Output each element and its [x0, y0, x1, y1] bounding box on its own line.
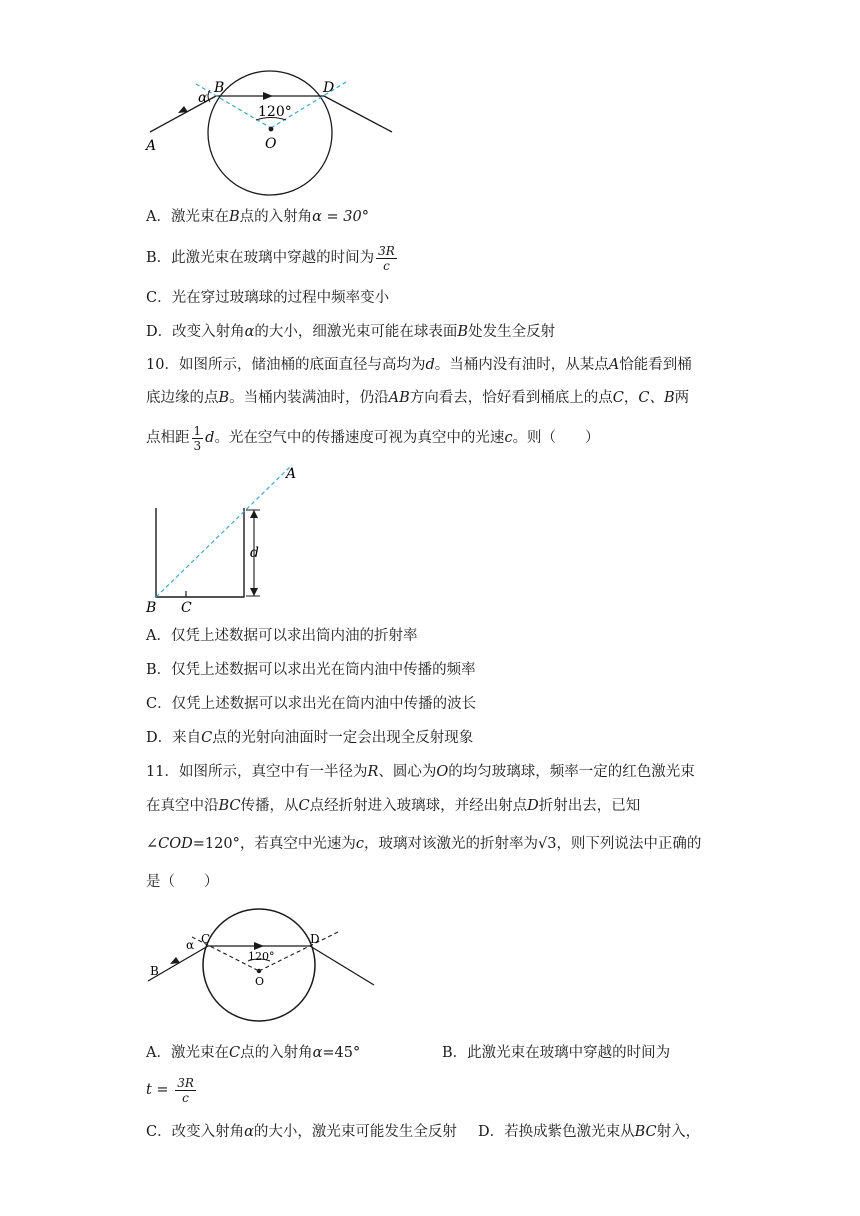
q11-l1-c: 的均匀玻璃球，频率一定的红色激光束 [448, 764, 695, 780]
q11-option-a [146, 1043, 360, 1063]
incident-arrow [170, 957, 180, 964]
label-O: O [255, 975, 265, 988]
label-D: D [323, 80, 335, 96]
q11-l2-c: 点经折射进入玻璃球，并经出射点 [309, 798, 528, 814]
q11-l3-d: ，玻璃对该激光的折射率为 [363, 836, 538, 852]
q10-option-d [146, 728, 473, 748]
q10-l2-c: 方向看去，恰好看到桶底上的点 [409, 390, 613, 406]
q11-l2-d: 折射出去，已知 [538, 798, 641, 814]
q10-l2-B: B [218, 390, 230, 406]
q10-l3-a: 点相距 [146, 430, 190, 446]
q9-option-b [146, 240, 399, 276]
tank-outline [156, 508, 244, 597]
q10-l2-CB: C、B [638, 390, 675, 406]
label-B: B [146, 600, 157, 615]
q11-l1-a: 11．如图所示，真空中有一半径为 [146, 764, 368, 780]
q11-frac-num: 3R [177, 1075, 194, 1090]
q11-line-1 [146, 762, 695, 782]
q11-line-3 [146, 834, 701, 854]
q11-option-d-BC: BC [634, 1124, 657, 1140]
q11-l3-c: c [355, 836, 364, 852]
q11-line-4: 是（ ） [146, 874, 219, 890]
q11-formula-t: t [146, 1082, 152, 1098]
q10-frac-den: 3 [193, 438, 202, 453]
q11-option-c [146, 1122, 457, 1142]
q11-l2-a: 在真空中沿 [146, 798, 219, 814]
q10-option-d-a: D．来自 [146, 730, 202, 746]
q10-line-1 [146, 355, 692, 375]
q11-l1-b: 、圆心为 [378, 764, 437, 780]
q11-l3-sqrt: √3 [537, 836, 557, 852]
q11-l3-e: ，则下列说法中正确的 [556, 836, 702, 852]
q9-option-d [146, 322, 555, 342]
q11-formula-frac [175, 1076, 196, 1105]
q10-option-a: A．仅凭上述数据可以求出筒内油的折射率 [146, 628, 418, 644]
exit-ray [324, 96, 392, 132]
q11-l2-D: D [527, 798, 539, 814]
q9-option-a-eq: α = 30° [312, 209, 370, 225]
q11-option-d [478, 1122, 700, 1142]
q11-option-c-alpha: α [244, 1124, 254, 1140]
q10-l3-e: 。则（ ） [512, 430, 600, 446]
q9-option-a-var: B [228, 209, 240, 225]
q11-option-a-a: A．激光束在 [146, 1045, 229, 1061]
q9-option-b-frac [376, 244, 397, 273]
q9-option-b-text: B．此激光束在玻璃中穿越的时间为 [146, 250, 375, 266]
q9-frac-num: 3R [378, 243, 395, 258]
label-O: O [265, 136, 277, 152]
q11-option-a-C: C [228, 1045, 241, 1061]
q10-option-d-b: 点的光射向油面时一定会出现全反射现象 [212, 730, 474, 746]
q9-option-d-text: D．改变入射角 [146, 324, 245, 340]
dim-arrow-bottom [250, 588, 258, 596]
q11-l1-O: O [436, 764, 449, 780]
q10-l3-c: c [504, 430, 513, 446]
q11-option-d-b: 射入， [656, 1124, 701, 1140]
q9-option-c: C．光在穿过玻璃球的过程中频率变小 [146, 290, 390, 306]
q10-l3-b: 。光在空气中的传播速度可视为真空中的光速 [214, 430, 505, 446]
q10-l1-d: d [425, 357, 435, 373]
sight-line-AB [156, 465, 292, 597]
exit-ray [310, 946, 374, 985]
chord-arrow [254, 942, 264, 950]
q10-l2-e: 两 [674, 390, 690, 406]
q9-option-a-mid: 点的入射角 [239, 209, 313, 225]
q10-frac-num: 1 [193, 423, 202, 438]
q11-l1-R: R [367, 764, 379, 780]
label-A: A [146, 138, 157, 154]
chord-arrow [263, 92, 273, 100]
q11-l3-angle: ∠ [146, 836, 159, 852]
q9-option-a [146, 207, 369, 227]
incident-arrow [178, 106, 188, 113]
q10-line-2 [146, 388, 689, 408]
label-120: 120° [258, 104, 292, 120]
q10-line-3 [146, 420, 600, 456]
q10-l2-C: C [612, 390, 624, 406]
q9-frac-den: c [383, 258, 390, 273]
label-C: C [181, 600, 192, 615]
label-d: d [250, 545, 259, 561]
dim-arrow-top [250, 510, 258, 518]
q11-option-b-formula [146, 1070, 198, 1110]
q10-l1-b: 。当桶内没有油时，从某点 [434, 357, 609, 373]
q10-l3-frac [192, 424, 204, 453]
q9-option-d-suffix: 处发生全反射 [468, 324, 556, 340]
q11-option-d-a: D．若换成紫色激光束从 [478, 1124, 635, 1140]
label-120: 120° [248, 950, 275, 963]
label-B: B [214, 80, 225, 96]
q11-l2-BC: BC [218, 798, 241, 814]
q9-option-d-var2: B [457, 324, 469, 340]
center-O-dot [269, 127, 274, 132]
q10-option-d-C: C [201, 730, 213, 746]
label-B: B [150, 964, 159, 978]
q11-l3-COD: COD [158, 836, 193, 852]
figure-oil-tank [140, 460, 310, 615]
q11-formula-eq: = [151, 1082, 174, 1098]
glass-sphere-circle [208, 71, 335, 195]
q11-frac-den: c [182, 1090, 189, 1105]
q11-option-a-b: 点的入射角 [240, 1045, 313, 1061]
q10-l1-a: 10．如图所示，储油桶的底面直径与高均为 [146, 357, 426, 373]
q11-option-a-c: =45° [322, 1045, 361, 1061]
q11-l2-b: 传播，从 [240, 798, 299, 814]
q10-option-b: B．仅凭上述数据可以求出光在筒内油中传播的频率 [146, 662, 476, 678]
figure-sphere-refraction-1 [140, 60, 410, 200]
q11-option-c-a: C．改变入射角 [146, 1124, 245, 1140]
q10-l2-AB: AB [388, 390, 410, 406]
q11-l2-C: C [298, 798, 310, 814]
q11-l3-b: =120°，若真空中光速为 [192, 836, 356, 852]
q10-l2-a: 底边缘的点 [146, 390, 219, 406]
q9-option-d-var: α [244, 324, 255, 340]
q11-line-2 [146, 796, 640, 816]
q10-l2-d: ， [623, 390, 639, 406]
q11-option-c-b: 的大小，激光束可能发生全反射 [253, 1124, 457, 1140]
figure-sphere-refraction-2 [140, 905, 390, 1030]
label-C: C [201, 932, 211, 946]
q9-option-a-text: A．激光束在 [146, 209, 229, 225]
q10-l1-c: 恰能看到桶 [619, 357, 692, 373]
q10-l2-b: 。当桶内装满油时，仍沿 [229, 390, 389, 406]
q11-option-b: B．此激光束在玻璃中穿越的时间为 [442, 1045, 671, 1061]
q10-l1-A: A [608, 357, 620, 373]
q11-option-a-alpha: α [312, 1045, 323, 1061]
label-A: A [286, 466, 297, 482]
label-alpha: α [186, 938, 195, 952]
label-alpha: α [198, 90, 208, 106]
label-D: D [310, 932, 320, 946]
q10-l3-d: d [205, 430, 215, 446]
center-O-dot [257, 969, 261, 973]
glass-sphere-circle [203, 909, 315, 1021]
q9-option-d-mid: 的大小，细激光束可能在球表面 [254, 324, 458, 340]
q10-option-c: C．仅凭上述数据可以求出光在筒内油中传播的波长 [146, 696, 477, 712]
